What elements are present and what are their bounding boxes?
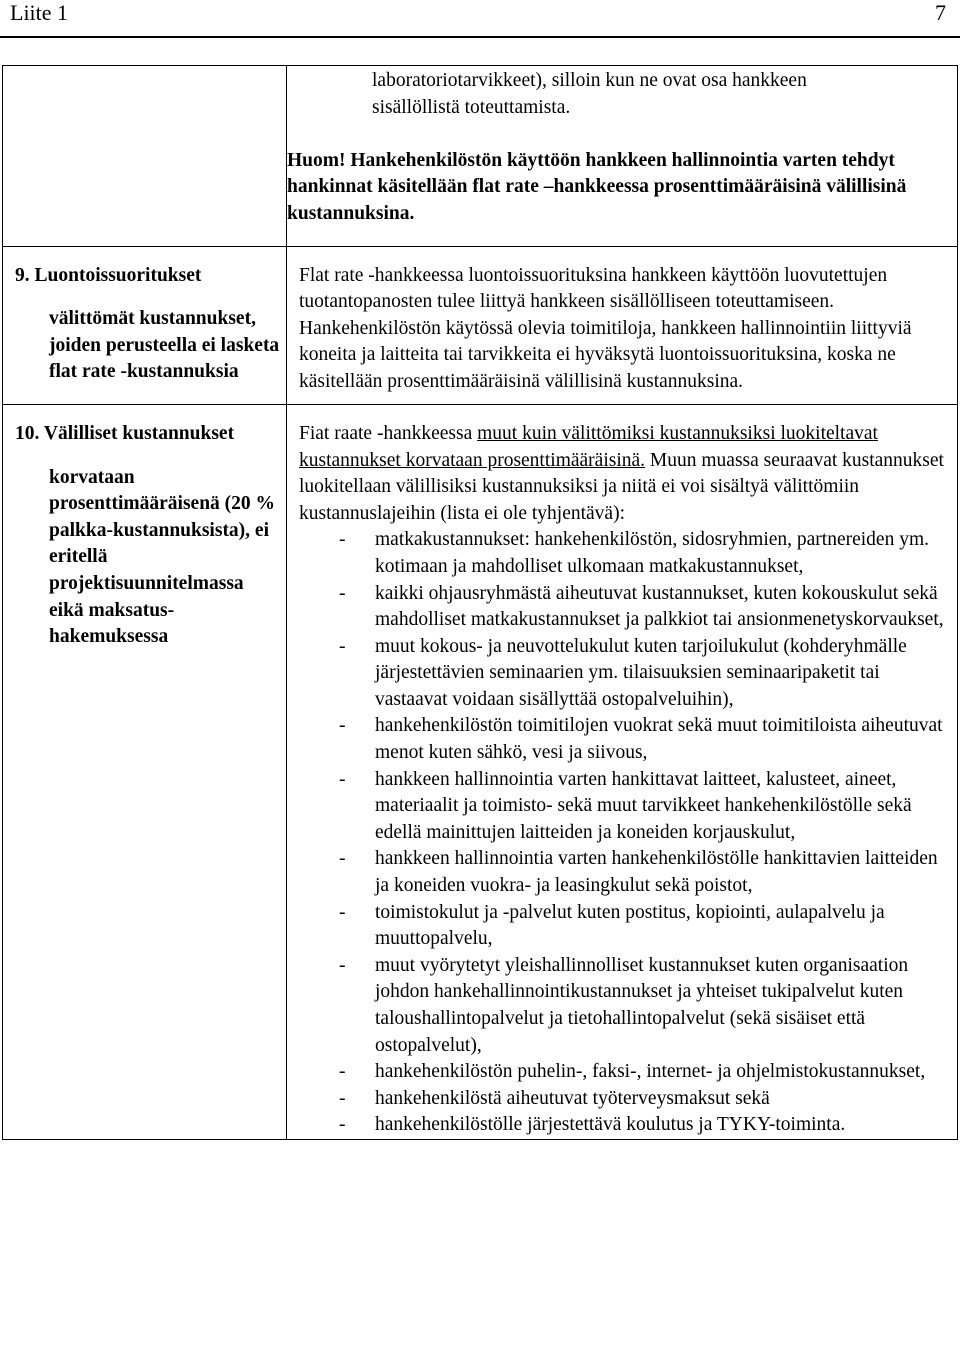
table-row-10 xyxy=(3,404,958,1139)
intro-underlined: muut kuin välittömiksi kustannuksiksi luokiteltavat kustannukset korvataan prosenttimääräisinä. xyxy=(299,422,878,471)
section-10-intro xyxy=(287,405,957,527)
huom-note: Huom! Hankehenkilöstön käyttöön hankkeen hallinnointia varten tehdyt hankinnat käsitellään flat rate –hankkeessa prosenttimääräisinä välillisinä kustannuksina. xyxy=(287,149,907,224)
section-10-title: 10. Välilliset kustannukset xyxy=(15,422,235,444)
section-9-text: Flat rate -hankkeessa luontoissuorituksina hankkeen käyttöön luovutettujen tuotantopanosten tulee liittyä hankkeen sisällölliseen toteuttamiseen. Hankehenkilöstön käytössä olevia toimitiloja, hankkeen hallinnointiin liittyviä koneita ja laitteita tai tarvikkeita ei hyväksytä luontoissuorituksina, koska ne käsitellään prosenttimääräisinä välillisinä kustannuksina. xyxy=(299,264,912,392)
page-number: 7 xyxy=(935,0,946,25)
list-item: - muut kokous- ja neuvottelukulut kuten tarjoilukulut (kohderyhmälle järjestettävien seminaarien ym. tilaisuuksien seminaaripaketit tai vastaavat voidaan sisällyttää ostopalveluihin), xyxy=(339,635,907,710)
right-cell-9 xyxy=(287,246,958,404)
cost-table xyxy=(2,65,958,1140)
right-cell-continuation xyxy=(287,66,958,247)
intro-prefix: Fiat raate -hankkeessa xyxy=(299,422,478,444)
intro-suffix: Muun muassa seuraavat kustannukset luokitellaan välillisiksi kustannuksiksi ja niitä ei voi sisältyä välittömiin kustannuslajeihin (lista ei ole tyhjentävä): xyxy=(299,449,944,524)
left-cell-10 xyxy=(3,404,287,1139)
table-row-continuation xyxy=(3,66,958,247)
section-9-subtitle: välittömät kustannukset, joiden perusteella ei lasketa flat rate -kustannuksia xyxy=(49,308,280,383)
list-item: - hankehenkilöstölle järjestettävä koulutus ja TYKY-toiminta. xyxy=(339,1114,846,1136)
page-header xyxy=(0,0,960,28)
list-item: - toimistokulut ja -palvelut kuten postitus, kopiointi, aulapalvelu ja muuttopalvelu, xyxy=(339,901,885,950)
continuation-line-1: laboratoriotarvikkeet), silloin kun ne ovat osa hankkeen xyxy=(372,70,807,91)
list-item: - matkakustannukset: hankehenkilöstön, sidosryhmien, partnereiden ym. kotimaan ja mahdolliset ulkomaan matkakustannukset, xyxy=(339,529,930,577)
continuation-line-2: sisällöllistä toteuttamista. xyxy=(372,96,571,118)
list-item: - hankehenkilöstä aiheutuvat työterveysmaksut sekä xyxy=(339,1087,770,1109)
list-item: - hankkeen hallinnointia varten hankehenkilöstölle hankittavien laitteiden ja koneiden vuokra- ja leasingkulut sekä poistot, xyxy=(339,848,938,897)
list-item: - muut vyörytetyt yleishallinnolliset kustannukset kuten organisaation johdon hankehallinnointikustannukset ja yhteiset tukipalvelut kuten taloushallintopalvelut ja tietohallintopalvelut (sekä sisäiset että ostopalvelut), xyxy=(339,954,909,1056)
list-item: - hankehenkilöstön puhelin-, faksi-, internet- ja ohjelmistokustannukset, xyxy=(339,1061,926,1083)
indirect-cost-list xyxy=(287,527,957,1139)
right-cell-10 xyxy=(287,404,958,1139)
list-item: - hankkeen hallinnointia varten hankittavat laitteet, kalusteet, aineet, materiaalit ja toimisto- sekä muut tarvikkeet hankehenkilöstölle sekä edellä mainittujen laitteiden ja koneiden korjauskulut, xyxy=(339,768,912,843)
list-item: - kaikki ohjausryhmästä aiheutuvat kustannukset, kuten kokouskulut sekä mahdolliset matkakustannukset ja palkkiot tai ansionmenetyskorvaukset, xyxy=(339,582,944,631)
appendix-title: Liite 1 xyxy=(10,0,69,25)
section-9-title: 9. Luontoissuoritukset xyxy=(15,264,202,286)
left-cell-empty xyxy=(3,66,287,247)
left-cell-9 xyxy=(3,246,287,404)
header-divider xyxy=(0,36,960,38)
section-10-subtitle: korvataan prosenttimääräisenä (20 % palkka-kustannuksista), ei eritellä projektisuunnitelmassa eikä maksatus-hakemuksessa xyxy=(49,466,276,648)
table-row-9 xyxy=(3,246,958,404)
list-item: - hankehenkilöstön toimitilojen vuokrat sekä muut toimitiloista aiheutuvat menot kuten sähkö, vesi ja siivous, xyxy=(339,715,943,764)
